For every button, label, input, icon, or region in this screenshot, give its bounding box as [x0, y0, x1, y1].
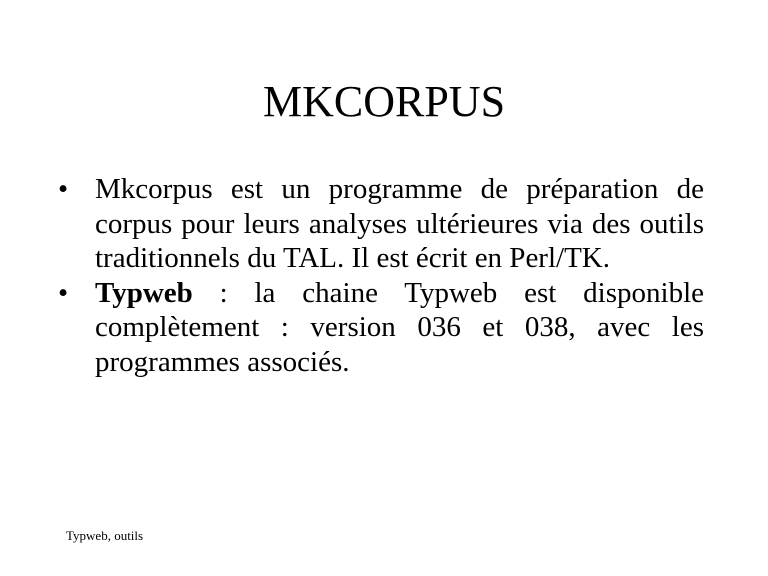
bullet-list: [58, 172, 704, 379]
bullet-lead-term: Typweb: [95, 276, 193, 309]
bullet-marker: •: [58, 276, 69, 309]
slide-title: MKCORPUS: [262, 77, 506, 126]
bullet-marker: •: [58, 173, 69, 205]
bullet-text: : la chaine Typweb est disponible complètement : version 036 et 038, avec les programmes associés.: [95, 276, 704, 378]
bullet-item-typweb: [58, 276, 704, 380]
bullet-item-mkcorpus: [58, 172, 704, 276]
bullet-text: Mkcorpus est un programme de préparation de corpus pour leurs analyses ultérieures via des outils traditionnels du TAL. Il est écrit en Perl/TK.: [95, 173, 704, 274]
slide-footer: Typweb, outils: [66, 528, 144, 543]
